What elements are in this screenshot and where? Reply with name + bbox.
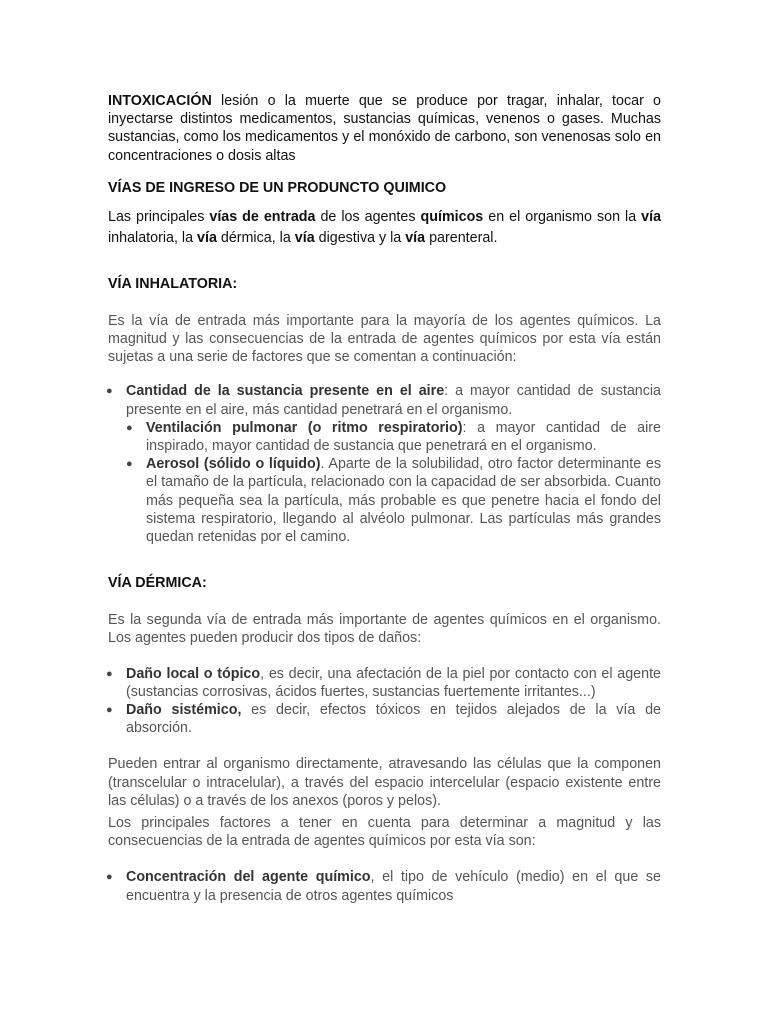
dermica-heading: VÍA DÉRMICA: bbox=[108, 575, 207, 592]
list-item: ● Cantidad de la sustancia presente en el aire: a mayor cantidad de sustancia presente en el aire, más cantidad penetrará en el organismo. ● Ventilación pulmonar (o ritmo respiratorio): a mayor cantidad de aire inspirado, mayor cantidad de sustancia que penetrará en el organismo. ● Aerosol (sólido o líquido). Aparte de la solubilidad, otro factor determinante es el tamaño de la partícula, relacionado con la capacidad de ser absorbida. Cuanto más pequeña sea la partícula, más probable es que penetre hacia el fondo del sistema respiratorio, llegando al alvéolo pulmonar. Las partículas más grandes quedan retenidas por el camino. bbox=[106, 383, 661, 546]
inhalatoria-list bbox=[106, 382, 661, 546]
bullet-icon: ● bbox=[106, 871, 113, 884]
list-item: ● Ventilación pulmonar (o ritmo respiratorio): a mayor cantidad de aire inspirado, mayor cantidad de sustancia que penetrará en el organismo. bbox=[126, 419, 661, 455]
dermica-intro: Es la segunda vía de entrada más importante de agentes químicos en el organismo. Los agentes pueden producir dos tipos de daños: bbox=[108, 612, 661, 647]
vias-heading: VÍAS DE INGRESO DE UN PRODUNCTO QUIMICO bbox=[108, 179, 447, 196]
dermica-paragraph-1: Pueden entrar al organismo directamente, atravesando las células que la componen (transcelular o intracelular), a través del espacio intercelular (espacio existente entre las células) o a través de los anexos (poros y pelos). bbox=[108, 756, 661, 809]
intro-text: lesión o la muerte que se produce por tragar, inhalar, tocar o inyectarse distintos medicamentos, sustancias químicas, venenos o gases. Muchas sustancias, como los medicamentos y el monóxido de carbono, son venenosas solo en concentraciones o dosis altas bbox=[108, 93, 661, 164]
intro-paragraph bbox=[108, 92, 661, 165]
bullet-icon: ● bbox=[126, 421, 133, 434]
bullet-icon: ● bbox=[106, 704, 113, 717]
bullet-icon: ● bbox=[106, 667, 113, 680]
bullet-icon: ● bbox=[126, 458, 133, 471]
bullet-icon: ● bbox=[106, 385, 113, 398]
list-item: ● Aerosol (sólido o líquido). Aparte de la solubilidad, otro factor determinante es el tamaño de la partícula, relacionado con la capacidad de ser absorbida. Cuanto más pequeña sea la partícula, más probable es que penetre hacia el fondo del sistema respiratorio, llegando al alvéolo pulmonar. Las partículas más grandes quedan retenidas por el camino. bbox=[126, 456, 661, 546]
list-item: ● Daño local o tópico, es decir, una afectación de la piel por contacto con el agente (sustancias corrosivas, ácidos fuertes, sustancias fuertemente irritantes...) bbox=[106, 665, 662, 700]
dermica-factors-list bbox=[106, 868, 661, 904]
list-item: ● Concentración del agente químico, el tipo de vehículo (medio) en el que se encuentra y la presencia de otros agentes químicos bbox=[106, 869, 661, 904]
inhalatoria-intro: Es la vía de entrada más importante para la mayoría de los agentes químicos. La magnitud y las consecuencias de la entrada de agentes químicos por esta vía están sujetas a una serie de factores que se comentan a continuación: bbox=[108, 312, 661, 366]
vias-paragraph: Las principales vías de entrada de los agentes químicos en el organismo son la vía inhalatoria, la vía dérmica, la vía digestiva y la vía parenteral. bbox=[108, 208, 662, 246]
inhalatoria-heading: VÍA INHALATORIA: bbox=[108, 275, 238, 292]
dermica-paragraph-2: Los principales factores a tener en cuenta para determinar a magnitud y las consecuencias de la entrada de agentes químicos por esta vía son: bbox=[108, 815, 661, 850]
dermica-list bbox=[106, 665, 662, 738]
intro-term: INTOXICACIÓN bbox=[108, 93, 212, 109]
list-item: ● Daño sistémico, es decir, efectos tóxicos en tejidos alejados de la vía de absorción. bbox=[106, 702, 661, 737]
inhalatoria-sub-list bbox=[126, 419, 661, 546]
